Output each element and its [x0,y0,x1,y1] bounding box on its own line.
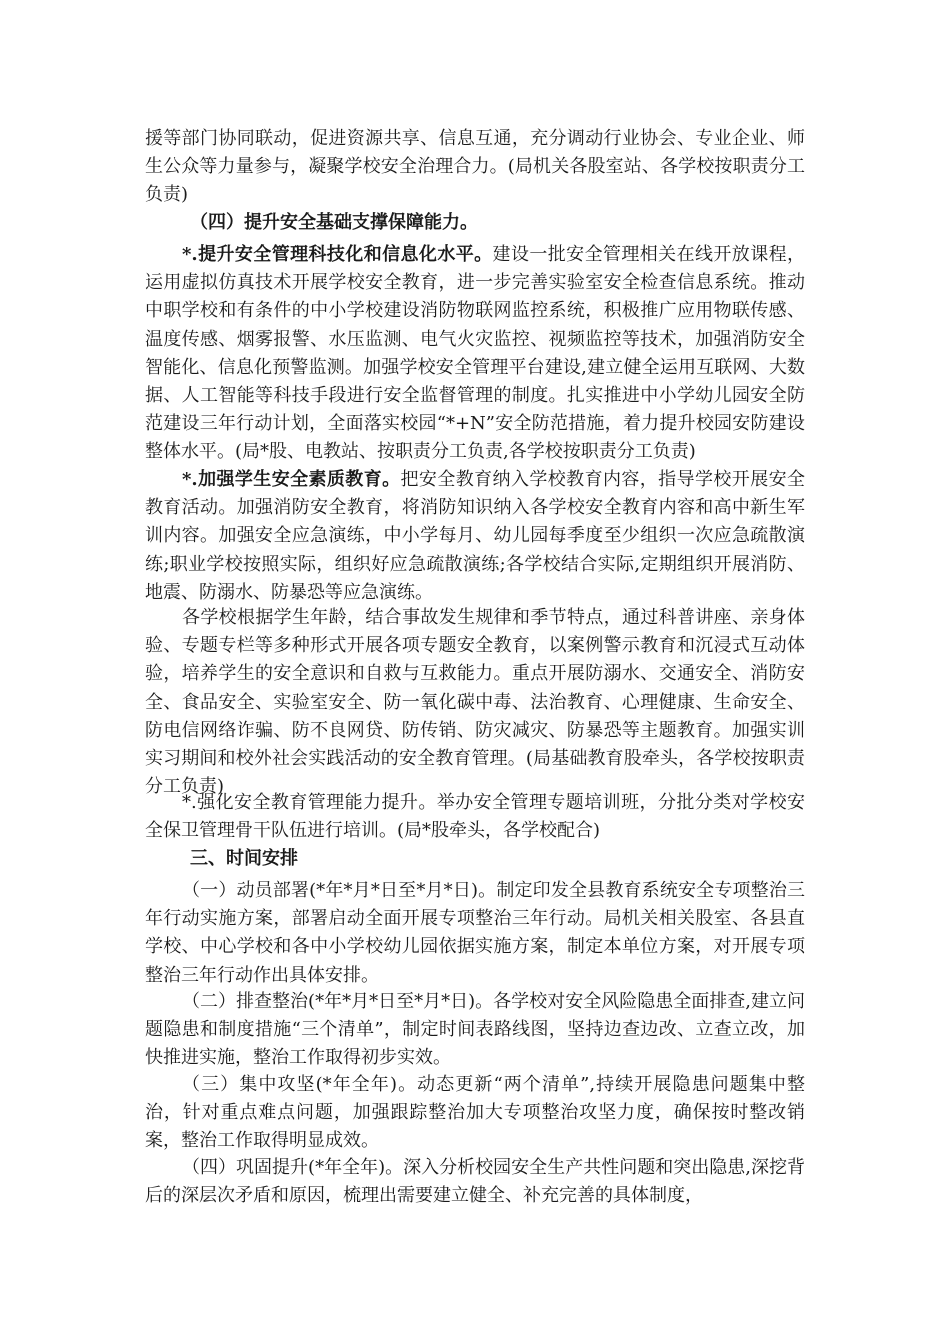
paragraph-lead: *.提升安全管理科技化和信息化水平。 [182,244,493,265]
paragraph-concentrated: （三）集中攻坚(*年全年)。动态更新“两个清单”,持续开展隐患问题集中整治，针对重点难点问题，加强跟踪整治加大专项整治攻坚力度，确保按时整改销案，整治工作取得明显成效。 [145,1074,805,1152]
paragraph-mobilization: （一）动员部署(*年*月*日至*月*日)。制定印发全县教育系统安全专项整治三年行动实施方案，部署启动全面开展专项整治三年行动。局机关相关股室、各县直学校、中心学校和各中小学校幼儿园依据实施方案，制定本单位方案，对开展专项整治三年行动作出具体安排。 [145,880,805,986]
paragraph-management-training: *.强化安全教育管理能力提升。举办安全管理专题培训班，分批分类对学校安全保卫管理骨干队伍进行培训。(局*股牵头，各学校配合) [145,792,805,842]
paragraph-safety-education [145,466,805,607]
paragraph-tech-info [145,241,805,467]
paragraph-lead: *.加强学生安全素质教育。 [182,469,401,490]
paragraph-coordination: 援等部门协同联动，促进资源共享、信息互通，充分调动行业协会、专业企业、师生公众等力量参与，凝聚学校安全治理合力。(局机关各股室站、各学校按职责分工负责) [145,128,805,206]
paragraph-body: 把安全教育纳入学校教育内容，指导学校开展安全教育活动。加强消防安全教育，将消防知识纳入各学校安全教育内容和高中新生军训内容。加强安全应急演练，中小学每月、幼儿园每季度至少组织一次应急疏散演练;职业学校按照实际，组织好应急疏散演练;各学校结合实际,定期组织开展消防、地震、防溺水、防暴恐等应急演练。 [145,469,806,603]
paragraph-inspection: （二）排查整治(*年*月*日至*月*日)。各学校对安全风险隐患全面排查,建立问题隐患和制度措施“三个清单”，制定时间表路线图，坚持边查边改、立查立改，加快推进实施，整治工作取得初步实效。 [145,991,805,1069]
paragraph-special-education: 各学校根据学生年龄，结合事故发生规律和季节特点，通过科普讲座、亲身体验、专题专栏等多种形式开展各项专题安全教育，以案例警示教育和沉浸式互动体验，培养学生的安全意识和自救与互救能力。重点开展防溺水、交通安全、消防安全、食品安全、实验室安全、防一氧化碳中毒、法治教育、心理健康、生命安全、防电信网络诈骗、防不良网贷、防传销、防灾减灾、防暴恐等主题教育。加强实训实习期间和校外社会实践活动的安全教育管理。(局基础教育股牵头，各学校按职责分工负责) [145,607,805,798]
paragraph-consolidation: （四）巩固提升(*年全年)。深入分析校园安全生产共性问题和突出隐患,深挖背后的深层次矛盾和原因，梳理出需要建立健全、补充完善的具体制度， [145,1157,805,1207]
section-heading-3: 三、时间安排 [190,848,298,869]
section-heading-4: （四）提升安全基础支撑保障能力。 [190,212,478,233]
paragraph-body: 建设一批安全管理相关在线开放课程，运用虚拟仿真技术开展学校安全教育，进一步完善实验室安全检查信息系统。推动中职学校和有条件的中小学校建设消防物联网监控系统，积极推广应用物联传感、温度传感、烟雾报警、水压监测、电气火灾监控、视频监控等技术，加强消防安全智能化、信息化预警监测。加强学校安全管理平台建设,建立健全运用互联网、大数据、人工智能等科技手段进行安全监督管理的制度。扎实推进中小学幼儿园安全防范建设三年行动计划，全面落实校园“*+N”安全防范措施，着力提升校园安防建设整体水平。(局*股、电教站、按职责分工负责,各学校按职责分工负责) [145,244,805,463]
